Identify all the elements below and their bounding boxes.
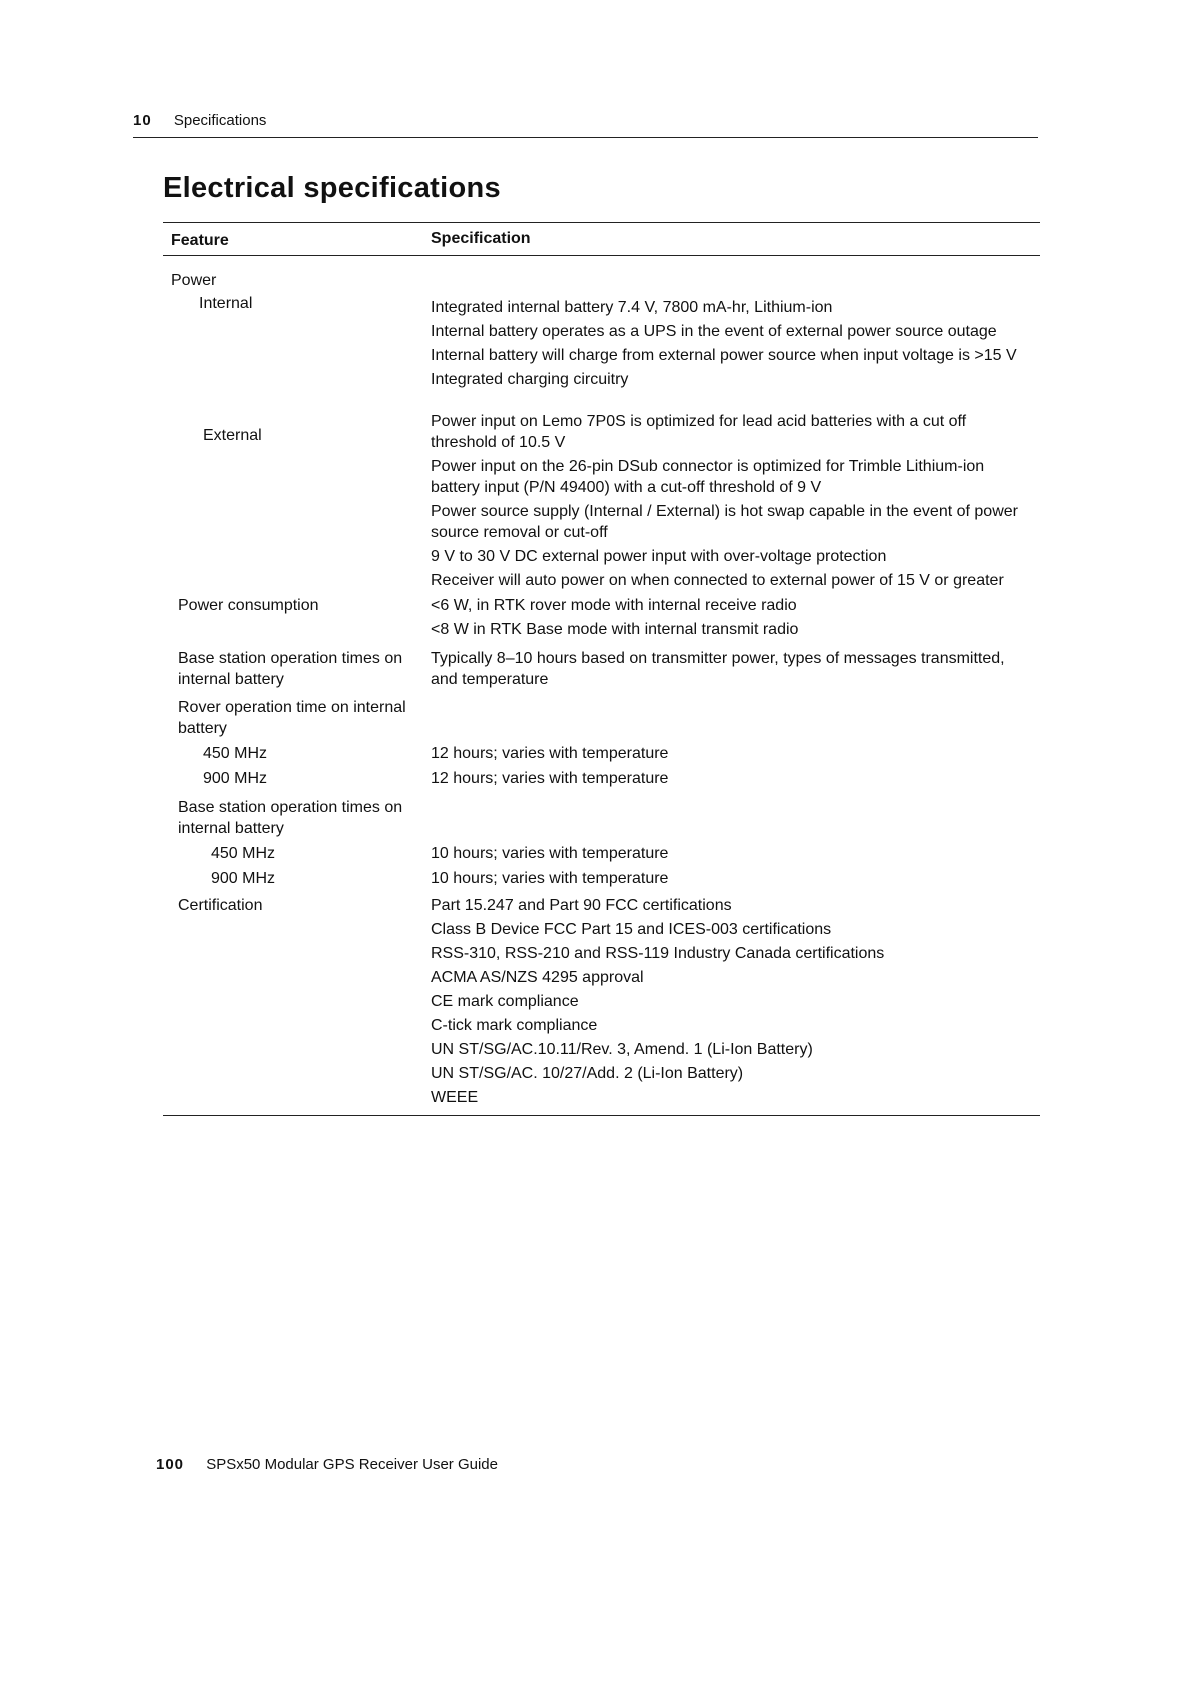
feature-rover-900: 900 MHz <box>203 770 268 787</box>
table-row <box>163 270 1040 291</box>
footer-page-number: 100 <box>156 1456 185 1473</box>
spec-line: Integrated internal battery 7.4 V, 7800 mA-hr, Lithium-ion <box>431 299 833 316</box>
spec-line: C-tick mark compliance <box>431 1017 598 1034</box>
spec-line: UN ST/SG/AC.10.11/Rev. 3, Amend. 1 (Li-Ion Battery) <box>431 1041 813 1058</box>
spec-line: ACMA AS/NZS 4295 approval <box>431 969 644 986</box>
table-row <box>163 797 1040 839</box>
spec-line: 9 V to 30 V DC external power input with over-voltage protection <box>431 548 887 565</box>
table-row <box>163 768 1040 789</box>
feature-power: Power <box>171 272 217 289</box>
col-spec-header: Specification <box>431 230 531 247</box>
spec-rover-450: 12 hours; varies with temperature <box>431 745 669 762</box>
table-row <box>163 595 1040 643</box>
table-header <box>163 222 1040 256</box>
running-footer <box>156 1456 498 1473</box>
spec-line: UN ST/SG/AC. 10/27/Add. 2 (Li-Ion Battery) <box>431 1065 744 1082</box>
table-row <box>163 411 1040 594</box>
spec-line: Power input on Lemo 7P0S is optimized for lead acid batteries with a cut off threshold of 10.5 V <box>431 413 967 451</box>
table-bottom-rule <box>163 1115 1040 1116</box>
col-feature-header: Feature <box>171 232 229 249</box>
header-page-number: 10 <box>133 112 152 129</box>
spec-line: Class B Device FCC Part 15 and ICES-003 certifications <box>431 921 832 938</box>
footer-doc-title: SPSx50 Modular GPS Receiver User Guide <box>206 1456 498 1473</box>
table-row <box>163 895 1040 1111</box>
spec-external <box>431 411 1040 594</box>
spec-line: Internal battery will charge from external power source when input voltage is >15 V <box>431 347 1017 364</box>
spec-line: Receiver will auto power on when connected to external power of 15 V or greater <box>431 572 1004 589</box>
spec-line: Part 15.247 and Part 90 FCC certifications <box>431 897 732 914</box>
spec-rover-900: 12 hours; varies with temperature <box>431 770 669 787</box>
table-row <box>163 697 1040 739</box>
feature-power-consumption: Power consumption <box>178 597 319 614</box>
table-row <box>163 868 1040 889</box>
spec-internal <box>431 293 1040 393</box>
feature-base-times-2: Base station operation times on internal battery <box>178 799 403 837</box>
spec-line: Integrated charging circuitry <box>431 371 629 388</box>
table-row <box>163 293 1040 393</box>
spec-base-450: 10 hours; varies with temperature <box>431 845 669 862</box>
feature-base-times: Base station operation times on internal battery <box>178 650 403 688</box>
feature-base-900: 900 MHz <box>211 870 276 887</box>
feature-base-450: 450 MHz <box>211 845 276 862</box>
table-row <box>163 843 1040 864</box>
spec-line: Power source supply (Internal / External) is hot swap capable in the event of power source removal or cut-off <box>431 503 1018 541</box>
feature-external: External <box>203 427 262 444</box>
running-header <box>133 111 1038 138</box>
spec-base-900: 10 hours; varies with temperature <box>431 870 669 887</box>
spec-certification <box>431 895 1040 1111</box>
spec-line: Power input on the 26-pin DSub connector is optimized for Trimble Lithium-ion battery input (P/N 49400) with a cut-off threshold of 9 V <box>431 458 985 496</box>
table-body <box>163 270 1040 1111</box>
feature-certification: Certification <box>178 897 263 914</box>
spec-base-times: Typically 8–10 hours based on transmitter power, types of messages transmitted, and temperature <box>431 650 1005 688</box>
feature-rover-time: Rover operation time on internal battery <box>178 699 406 737</box>
spec-line: <8 W in RTK Base mode with internal transmit radio <box>431 621 799 638</box>
spec-line: RSS-310, RSS-210 and RSS-119 Industry Canada certifications <box>431 945 885 962</box>
feature-internal: Internal <box>199 295 253 312</box>
spec-power-consumption <box>431 595 1040 643</box>
spec-line: CE mark compliance <box>431 993 579 1010</box>
spec-line: <6 W, in RTK rover mode with internal receive radio <box>431 597 797 614</box>
table-row <box>163 743 1040 764</box>
spec-line: Internal battery operates as a UPS in the event of external power source outage <box>431 323 997 340</box>
page-title: Electrical specifications <box>163 172 501 204</box>
spec-table <box>163 222 1040 1116</box>
feature-rover-450: 450 MHz <box>203 745 268 762</box>
spec-line: WEEE <box>431 1089 479 1106</box>
table-row <box>163 648 1040 690</box>
header-section: Specifications <box>173 112 267 129</box>
